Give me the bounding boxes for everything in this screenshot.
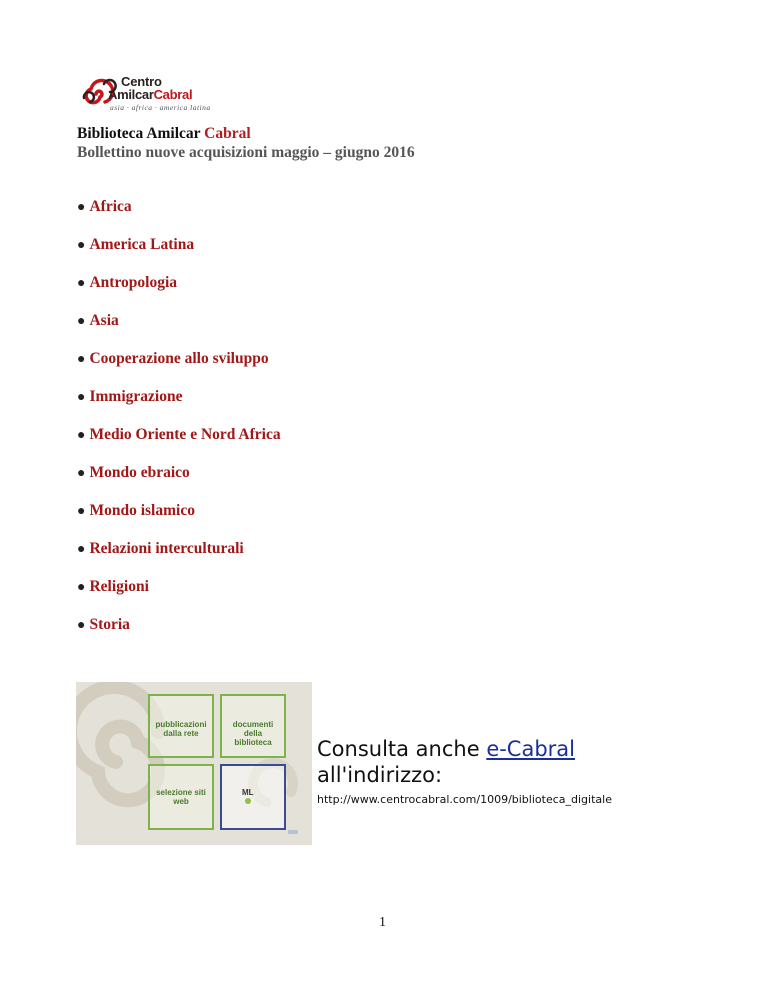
ml-text: ML	[242, 788, 254, 797]
bullet-icon: ●	[77, 200, 86, 215]
consulta-prefix: Consulta anche	[317, 737, 487, 761]
category-link-storia[interactable]	[77, 616, 281, 654]
bullet-icon: ●	[77, 580, 86, 595]
tile-documenti-label: documenti della biblioteca	[232, 720, 274, 747]
tile-documenti[interactable]	[220, 694, 286, 758]
category-link-religioni[interactable]	[77, 578, 281, 616]
category-link-immigrazione[interactable]	[77, 388, 281, 426]
biblioteca-digitale-url[interactable]: http://www.centrocabral.com/1009/biblioteca_digitale	[317, 793, 612, 806]
category-list	[77, 198, 281, 654]
tile-selezione-label: selezione siti web	[156, 788, 206, 806]
logo-cabral: Cabral	[153, 87, 193, 102]
bullet-icon: ●	[77, 314, 86, 329]
tile-pubblicazioni[interactable]	[148, 694, 214, 758]
logo-amilcar: Amilcar	[108, 87, 154, 102]
e-cabral-link[interactable]: e-Cabral	[486, 737, 576, 761]
bullet-icon: ●	[77, 352, 86, 367]
centro-cabral-logo	[78, 72, 234, 116]
consulta-suffix: all'indirizzo:	[317, 763, 443, 787]
category-label: Asia	[89, 312, 119, 329]
category-label: Immigrazione	[89, 388, 183, 405]
consulta-text	[317, 736, 575, 788]
bullet-icon: ●	[77, 428, 86, 443]
banner-shadow	[288, 830, 298, 834]
category-label: Mondo islamico	[89, 502, 195, 519]
bullet-icon: ●	[77, 390, 86, 405]
title-cabral: Cabral	[204, 125, 251, 142]
category-label: Religioni	[89, 578, 149, 595]
category-label: Mondo ebraico	[89, 464, 190, 481]
document-subtitle: Bollettino nuove acquisizioni maggio – giugno 2016	[77, 144, 415, 161]
category-link-medio-oriente[interactable]	[77, 426, 281, 464]
tile-ml[interactable]	[220, 764, 286, 830]
document-title	[77, 125, 251, 143]
logo-tagline: asia · africa · america latina	[110, 103, 211, 112]
bullet-icon: ●	[77, 276, 86, 291]
logo-amilcar-cabral	[108, 87, 192, 102]
tile-selezione[interactable]	[148, 764, 214, 830]
e-cabral-banner[interactable]	[76, 682, 312, 845]
bullet-icon: ●	[77, 504, 86, 519]
category-link-mondo-ebraico[interactable]	[77, 464, 281, 502]
category-link-antropologia[interactable]	[77, 274, 281, 312]
category-link-relazioni-interculturali[interactable]	[77, 540, 281, 578]
category-label: America Latina	[89, 236, 195, 253]
category-link-america-latina[interactable]	[77, 236, 281, 274]
ml-icon	[242, 788, 260, 804]
tile-pubblicazioni-label: pubblicazioni dalla rete	[155, 720, 207, 738]
logo-centro: Centro	[121, 74, 162, 89]
category-label: Africa	[89, 198, 132, 215]
category-label: Storia	[89, 616, 130, 633]
category-link-mondo-islamico[interactable]	[77, 502, 281, 540]
category-link-africa[interactable]	[77, 198, 281, 236]
category-label: Relazioni interculturali	[89, 540, 244, 557]
category-link-cooperazione[interactable]	[77, 350, 281, 388]
category-label: Antropologia	[89, 274, 178, 291]
category-label: Cooperazione allo sviluppo	[89, 350, 269, 367]
bullet-icon: ●	[77, 238, 86, 253]
bullet-icon: ●	[77, 618, 86, 633]
bullet-icon: ●	[77, 466, 86, 481]
page-number: 1	[379, 915, 386, 930]
title-text: Biblioteca Amilcar	[77, 125, 205, 142]
category-label: Medio Oriente e Nord Africa	[89, 426, 281, 443]
category-link-asia[interactable]	[77, 312, 281, 350]
bullet-icon: ●	[77, 542, 86, 557]
